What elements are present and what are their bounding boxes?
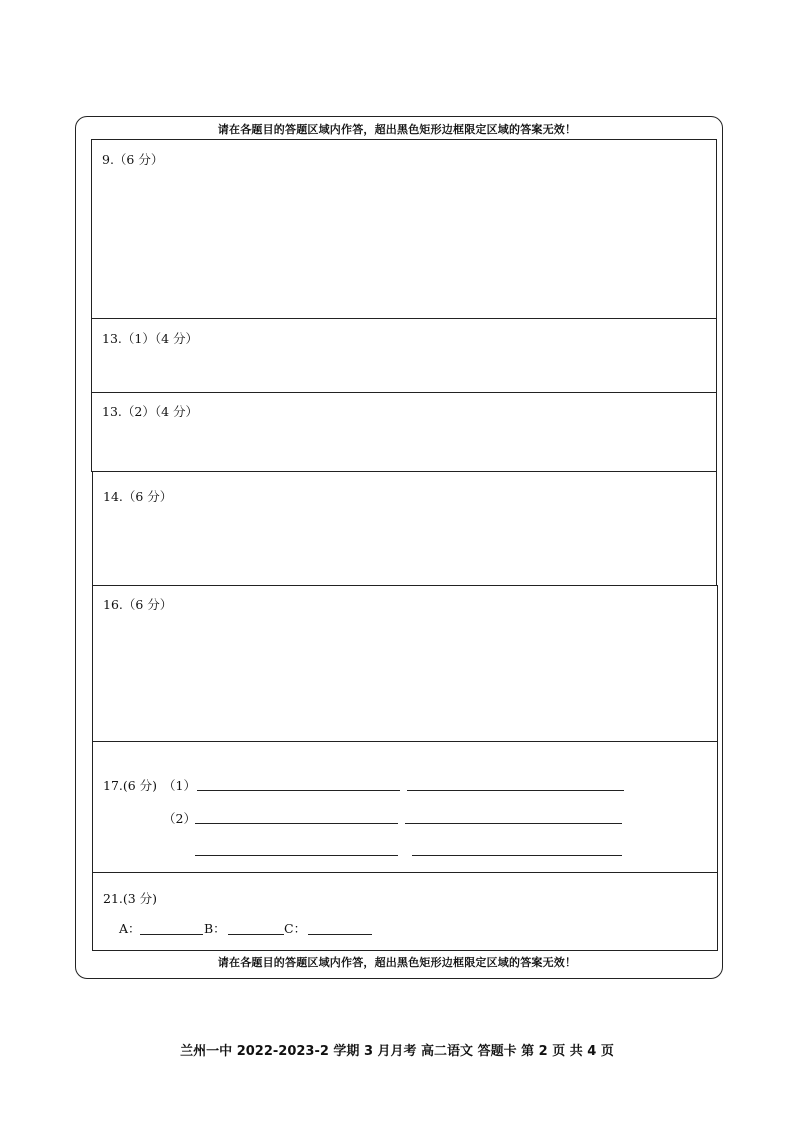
question-label-q13-1: 13.（1）（4 分） [102, 331, 199, 346]
q21-b-answer-line[interactable] [228, 934, 284, 935]
q17-2-answer-line-d[interactable] [412, 855, 622, 856]
page-footer: 兰州一中 2022-2023-2 学期 3 月月考 高二语文 答题卡 第 2 页 共 4 页 [180, 1044, 614, 1059]
q21-a-answer-line[interactable] [140, 934, 203, 935]
answer-box-q17 [92, 741, 718, 873]
q17-part1-label: （1） [163, 778, 196, 793]
q17-2-answer-line-c[interactable] [195, 855, 398, 856]
question-label-q14: 14.（6 分） [103, 489, 173, 504]
question-label-q21: 21.(3 分) [103, 891, 158, 906]
question-label-q13-2: 13.（2）（4 分） [102, 404, 199, 419]
q21-a-label: A： [119, 921, 141, 936]
q21-b-label: B： [204, 921, 226, 936]
answer-box-q9[interactable] [91, 139, 717, 319]
top-notice: 请在各题目的答题区域内作答，超出黑色矩形边框限定区域的答案无效！ [217, 123, 577, 136]
answer-box-q13-1[interactable] [91, 318, 717, 393]
question-label-q9: 9.（6 分） [102, 152, 164, 167]
answer-box-q13-2[interactable] [91, 392, 717, 472]
q17-1-answer-line-b[interactable] [407, 790, 624, 791]
question-label-q17: 17.(6 分) [103, 778, 158, 793]
q21-c-answer-line[interactable] [308, 934, 372, 935]
question-label-q16: 16.（6 分） [103, 597, 173, 612]
q17-2-answer-line-b[interactable] [405, 823, 622, 824]
answer-box-q16[interactable] [92, 585, 718, 742]
answer-box-q14[interactable] [92, 471, 717, 586]
answer-box-q21 [92, 872, 718, 951]
q17-part2-label: （2） [163, 811, 196, 826]
q17-1-answer-line-a[interactable] [197, 790, 400, 791]
q17-2-answer-line-a[interactable] [195, 823, 398, 824]
q21-c-label: C： [284, 921, 307, 936]
bottom-notice: 请在各题目的答题区域内作答，超出黑色矩形边框限定区域的答案无效！ [217, 956, 577, 969]
